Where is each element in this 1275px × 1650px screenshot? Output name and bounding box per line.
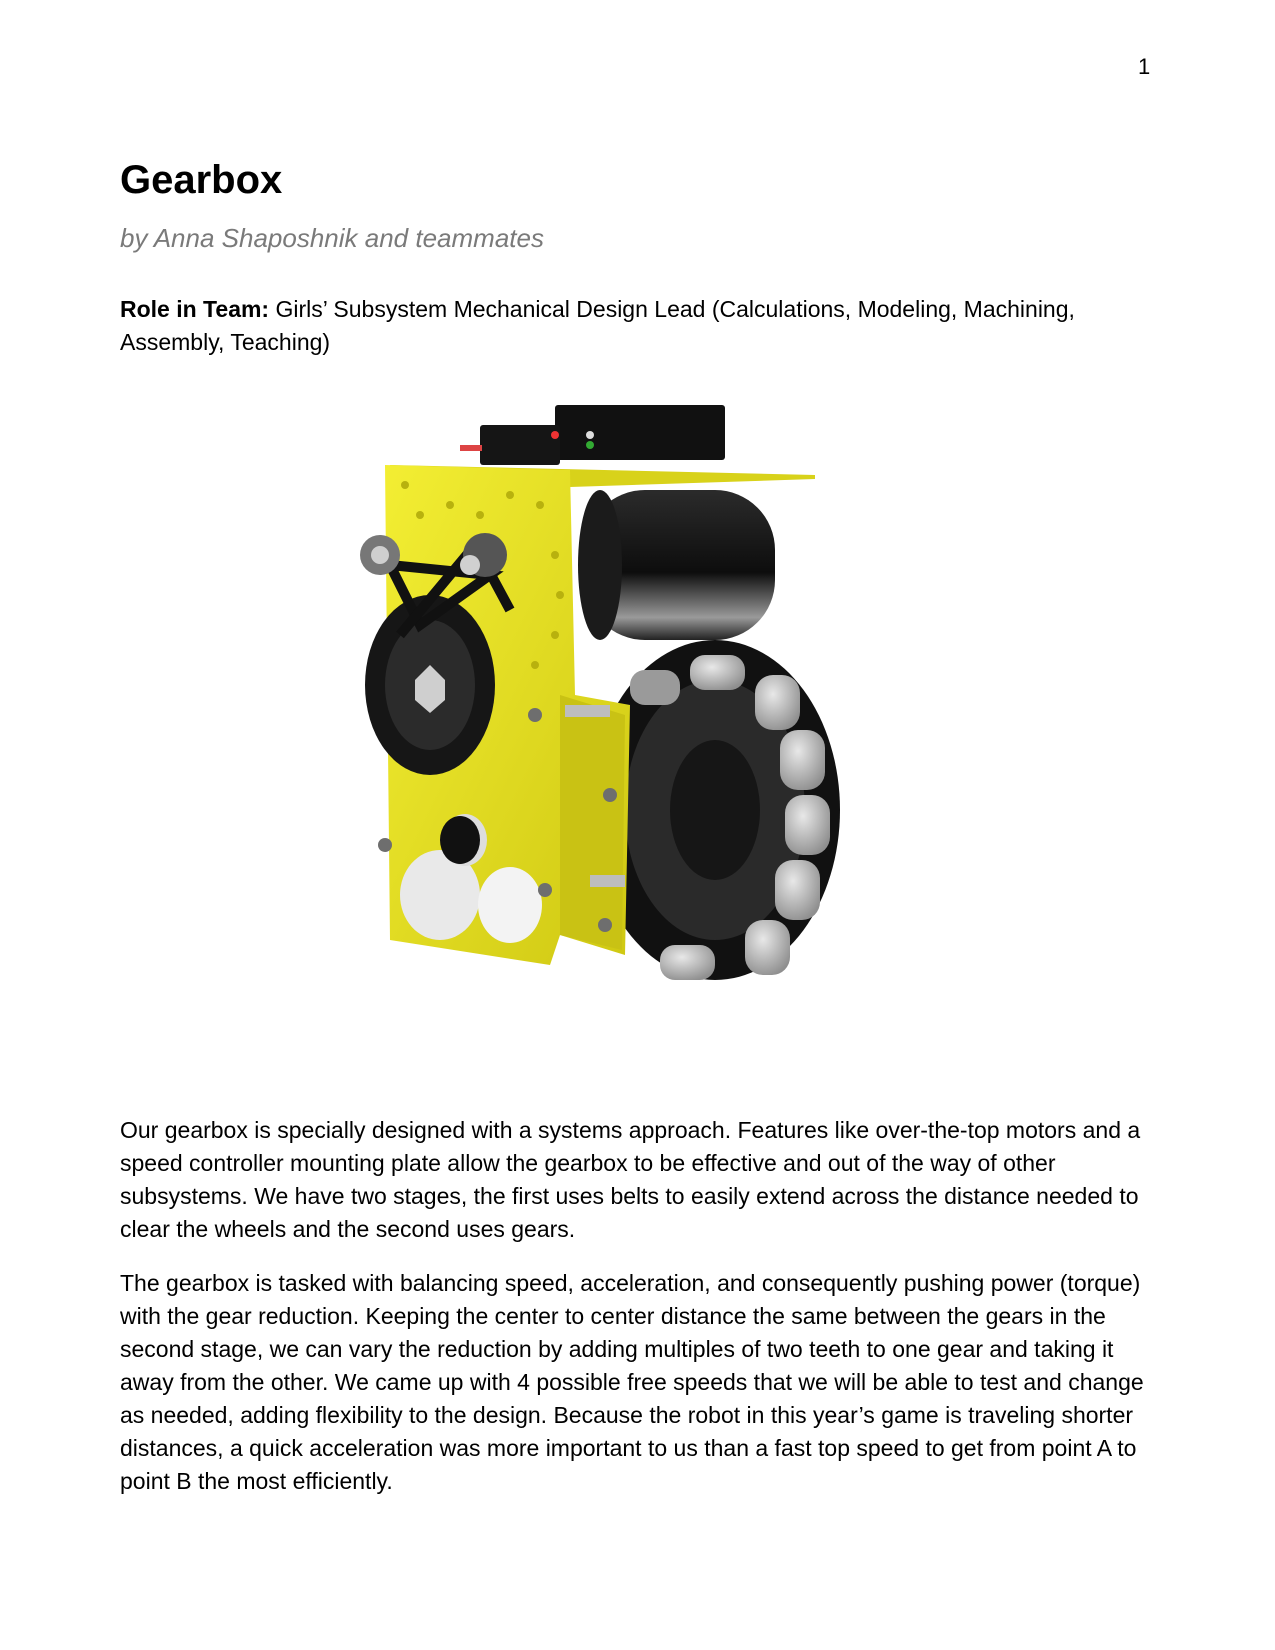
role-text: Girls’ Subsystem Mechanical Design Lead (Calculations, Modeling, Machining, Assembly, Teaching) [120, 296, 1075, 355]
document-byline: by Anna Shaposhnik and teammates [120, 223, 544, 253]
gearbox-render-icon [360, 395, 880, 1035]
page-number: 1 [1138, 54, 1151, 79]
document-title: Gearbox [120, 158, 283, 202]
paragraph-1: Our gearbox is specially designed with a systems approach. Features like over-the-top motors and a speed controller mounting plate allow the gearbox to be effective and out of the way of other subsystems. We have two stages, the first uses belts to easily extend across the distance needed to clear the wheels and the second uses gears. [120, 1117, 1141, 1242]
speed-controller [555, 405, 725, 460]
paragraph-2: The gearbox is tasked with balancing speed, acceleration, and consequently pushing power (torque) with the gear reduction. Keeping the center to center distance the same between the gears in the second stage, we can vary the reduction by adding multiples of two teeth to one gear and taking it away from the other. We came up with 4 possible free speeds that we will be able to test and change as needed, adding flexibility to the design. Because the robot in this year’s game is traveling shorter distances, a quick acceleration was more important to us than a fast top speed to get from point A to point B the most efficiently. [120, 1270, 1144, 1494]
gearbox-figure [360, 395, 880, 1035]
role-label: Role in Team: [120, 296, 270, 322]
role-in-team [120, 293, 1160, 359]
